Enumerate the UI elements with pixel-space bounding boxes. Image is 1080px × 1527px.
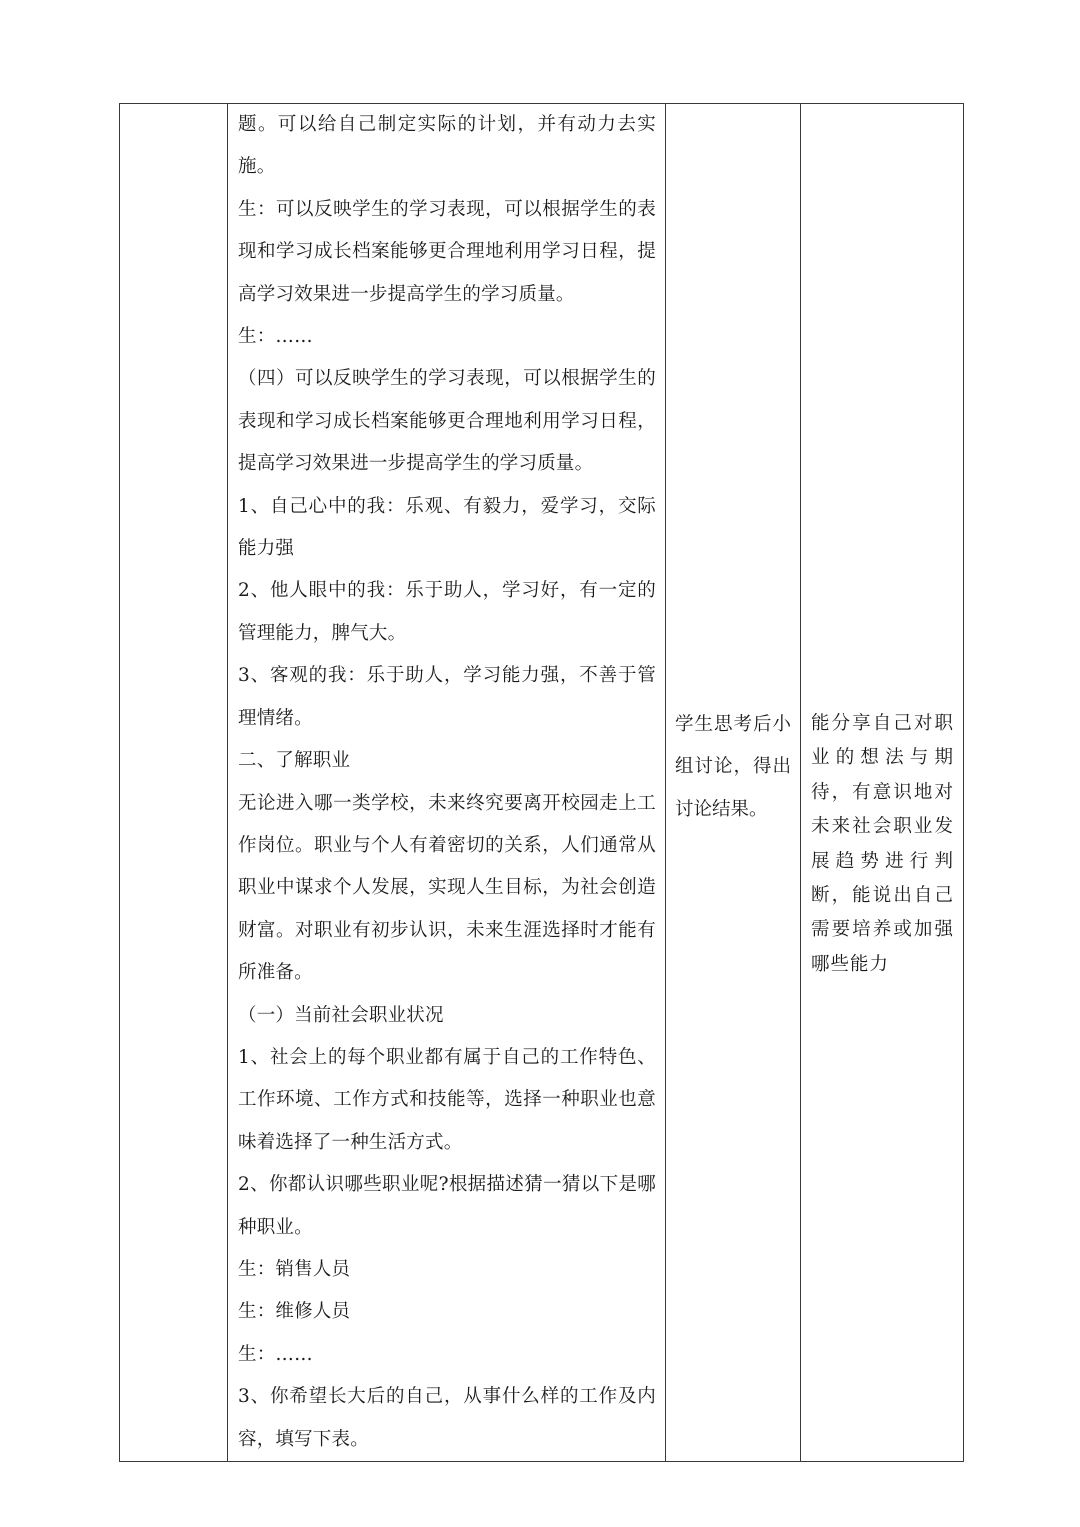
content-paragraph: （四）可以反映学生的学习表现，可以根据学生的表现和学习成长档案能够更合理地利用学习日程，提高学习效果进一步提高学生的学习质量。	[238, 368, 656, 475]
student-activity-text: 学生思考后小组讨论，得出讨论结果。	[675, 714, 791, 820]
content-paragraph: 1、社会上的每个职业都有属于自己的工作特色、工作环境、工作方式和技能等，选择一种职业也意味着选择了一种生活方式。	[238, 1046, 656, 1153]
content-paragraph: 生：销售人员	[238, 1258, 351, 1280]
content-paragraph: 生：……	[238, 326, 313, 348]
student-activity-cell	[666, 104, 801, 1462]
content-paragraph: 3、你希望长大后的自己，从事什么样的工作及内容，填写下表。	[238, 1386, 656, 1450]
section-heading: 二、了解职业	[238, 750, 351, 772]
content-paragraph: 2、你都认识哪些职业呢?根据描述猜一猜以下是哪种职业。	[238, 1174, 656, 1238]
content-paragraph: 生：维修人员	[238, 1301, 351, 1323]
lesson-plan-table	[119, 103, 964, 1462]
content-paragraph: 3、客观的我：乐于助人，学习能力强，不善于管理情绪。	[238, 665, 656, 729]
content-paragraph: 1、自己心中的我：乐观、有毅力，爱学习，交际能力强	[238, 495, 656, 560]
design-intent-text: 能分享自己对职业的想法与期待，有意识地对未来社会职业发展趋势进行判断，能说出自己需要培养或加强哪些能力	[811, 713, 954, 975]
blank-cell	[120, 104, 228, 1462]
design-intent-cell	[801, 104, 964, 1462]
teaching-content-cell	[228, 104, 666, 1462]
table-row	[120, 104, 964, 1462]
teaching-content	[228, 104, 665, 1461]
subsection-heading: （一）当前社会职业状况	[238, 1004, 444, 1026]
content-paragraph: 2、他人眼中的我：乐于助人，学习好，有一定的管理能力，脾气大。	[238, 580, 656, 644]
content-paragraph: 生：可以反映学生的学习表现，可以根据学生的表现和学习成长档案能够更合理地利用学习日程，提高学习效果进一步提高学生的学习质量。	[238, 198, 656, 305]
content-paragraph: 无论进入哪一类学校，未来终究要离开校园走上工作岗位。职业与个人有着密切的关系，人们通常从职业中谋求个人发展，实现人生目标，为社会创造财富。对职业有初步认识，未来生涯选择时才能有所准备。	[238, 792, 656, 984]
content-paragraph: 生：……	[238, 1343, 313, 1365]
content-paragraph: 题。可以给自己制定实际的计划，并有动力去实施。	[238, 114, 656, 178]
